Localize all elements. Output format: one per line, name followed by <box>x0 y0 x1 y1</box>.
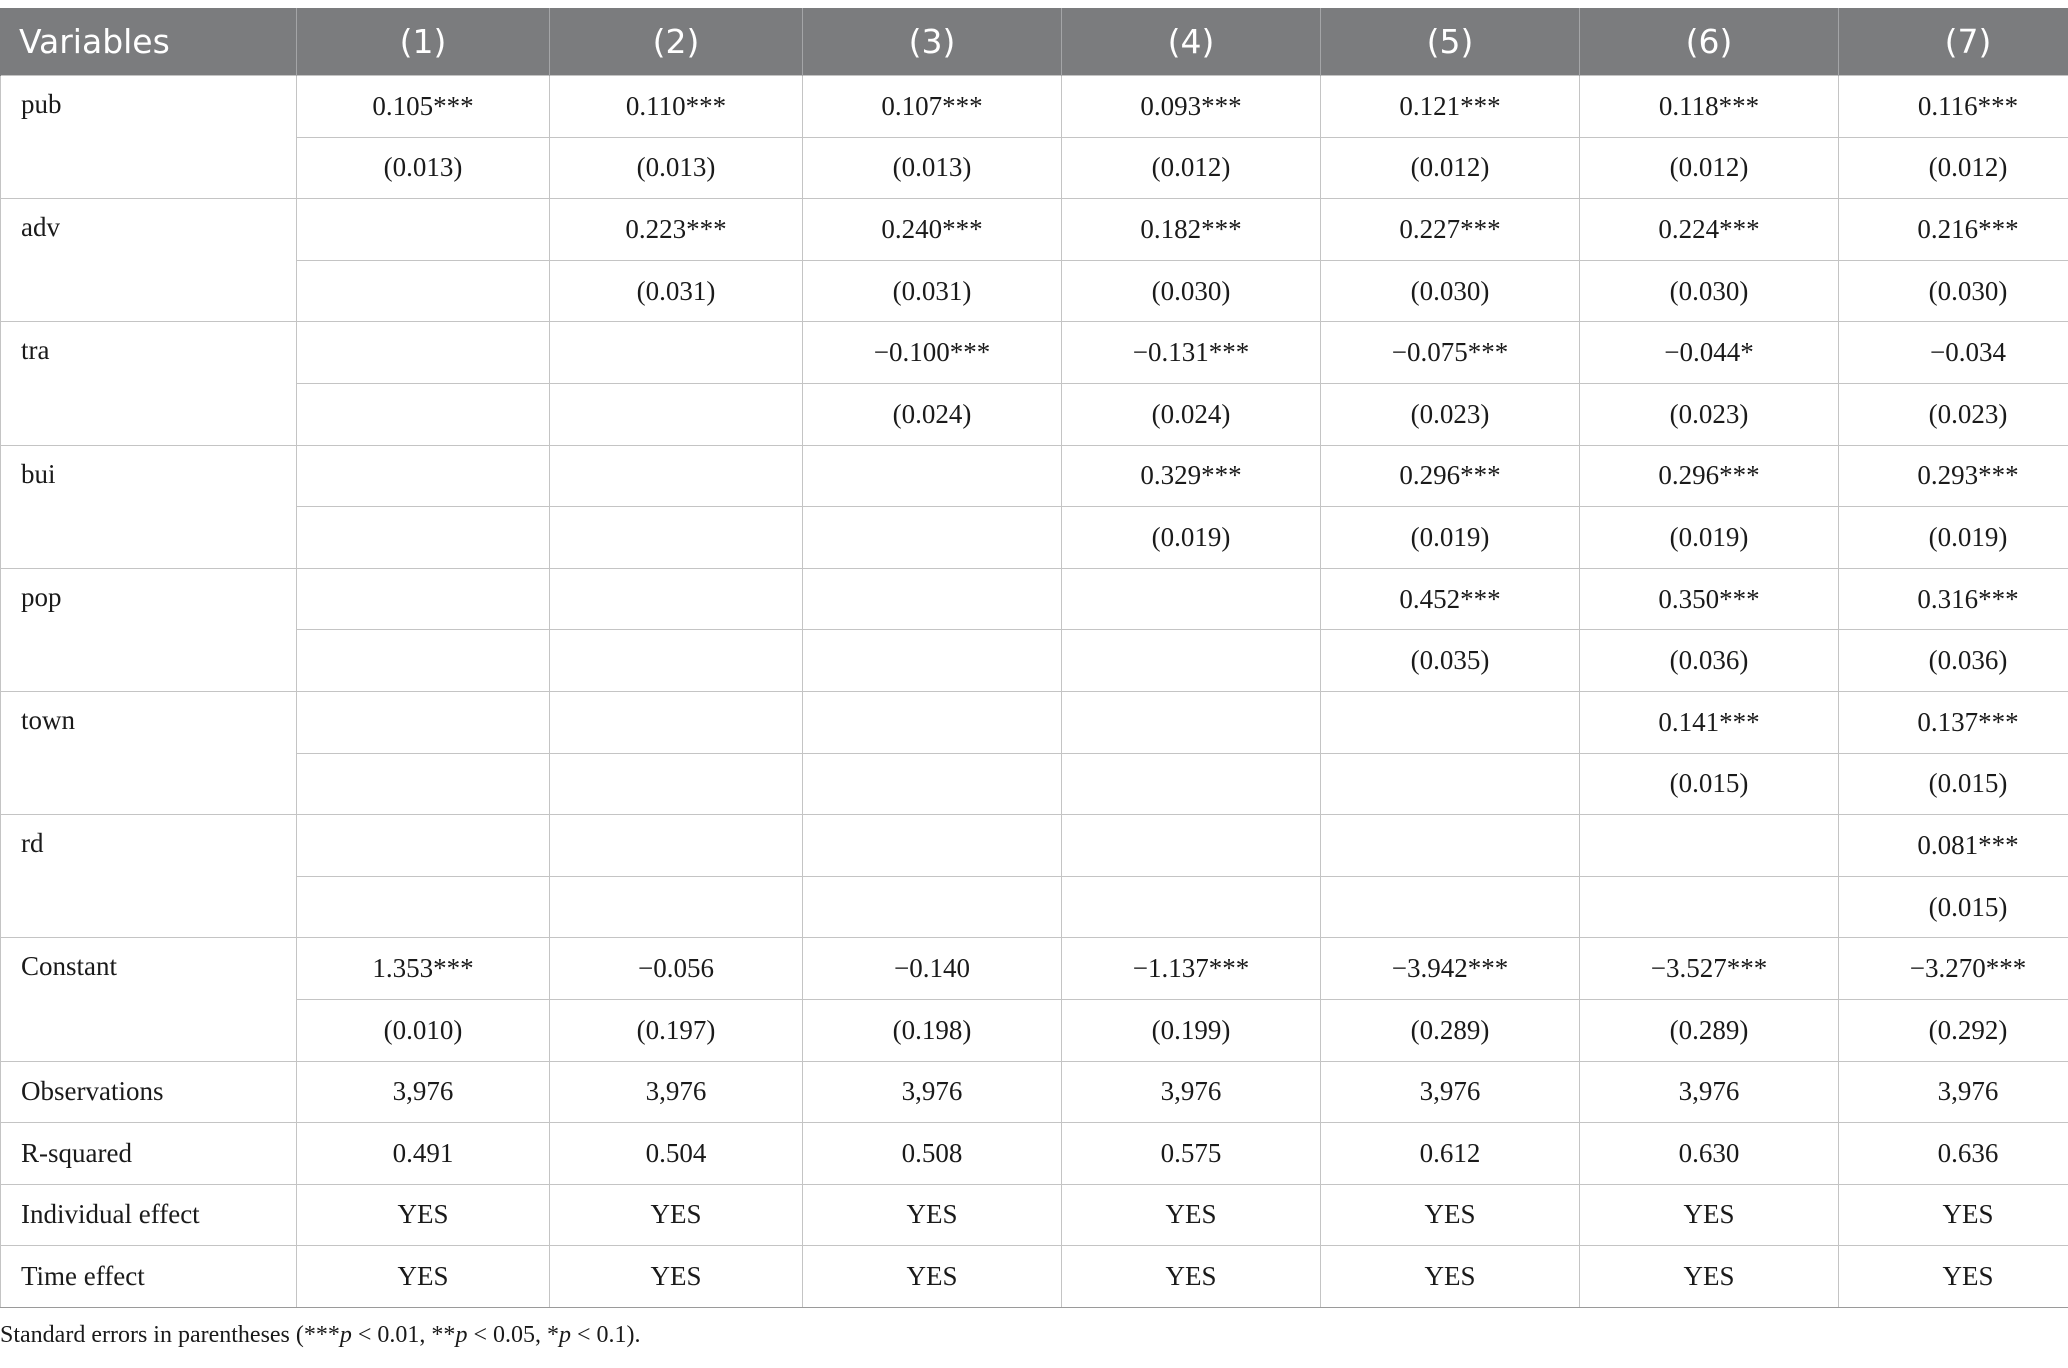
coefficient-cell <box>550 568 803 630</box>
standard-error-cell: (0.036) <box>1580 630 1839 692</box>
coefficient-cell: 0.223*** <box>550 199 803 261</box>
variable-name-cell: bui <box>1 445 297 568</box>
coefficient-cell: 0.350*** <box>1580 568 1839 630</box>
coefficient-cell: 0.107*** <box>803 76 1062 138</box>
model-column-header: (1) <box>297 8 550 76</box>
standard-error-row <box>1 383 2068 445</box>
variable-name-cell: Constant <box>1 938 297 1061</box>
statistic-value-cell: YES <box>297 1246 550 1308</box>
standard-error-cell: (0.024) <box>803 383 1062 445</box>
standard-error-cell: (0.023) <box>1839 383 2068 445</box>
coefficient-cell: −3.527*** <box>1580 938 1839 1000</box>
statistics-row <box>1 1061 2068 1123</box>
statistic-value-cell: YES <box>1580 1184 1839 1246</box>
standard-error-row <box>1 999 2068 1061</box>
standard-error-cell <box>550 507 803 569</box>
statistics-row <box>1 1123 2068 1185</box>
statistic-value-cell: 0.630 <box>1580 1123 1839 1185</box>
coefficient-cell: −0.075*** <box>1321 322 1580 384</box>
standard-error-cell: (0.012) <box>1580 137 1839 199</box>
standard-error-cell <box>550 876 803 938</box>
standard-error-cell <box>550 383 803 445</box>
standard-error-cell: (0.012) <box>1839 137 2068 199</box>
standard-error-cell: (0.289) <box>1321 999 1580 1061</box>
standard-error-cell: (0.023) <box>1580 383 1839 445</box>
coefficient-row <box>1 938 2068 1000</box>
coefficient-cell: −0.034 <box>1839 322 2068 384</box>
standard-error-cell: (0.012) <box>1062 137 1321 199</box>
standard-error-cell <box>803 507 1062 569</box>
coefficient-cell: 0.293*** <box>1839 445 2068 507</box>
coefficient-cell: 0.081*** <box>1839 815 2068 877</box>
standard-error-cell <box>1321 753 1580 815</box>
standard-error-cell <box>297 753 550 815</box>
coefficient-cell <box>1062 815 1321 877</box>
coefficient-cell: −0.056 <box>550 938 803 1000</box>
statistic-value-cell: 3,976 <box>1580 1061 1839 1123</box>
coefficient-cell: 0.329*** <box>1062 445 1321 507</box>
standard-error-cell: (0.199) <box>1062 999 1321 1061</box>
standard-error-cell <box>550 630 803 692</box>
standard-error-cell <box>803 630 1062 692</box>
coefficient-row <box>1 445 2068 507</box>
standard-error-cell: (0.197) <box>550 999 803 1061</box>
coefficient-cell <box>297 322 550 384</box>
statistic-value-cell: YES <box>550 1246 803 1308</box>
standard-error-row <box>1 507 2068 569</box>
standard-error-cell: (0.289) <box>1580 999 1839 1061</box>
statistic-name-cell: Time effect <box>1 1246 297 1308</box>
statistic-value-cell: 3,976 <box>297 1061 550 1123</box>
standard-error-cell: (0.031) <box>803 260 1062 322</box>
coefficient-cell: 0.452*** <box>1321 568 1580 630</box>
model-column-header: (6) <box>1580 8 1839 76</box>
variable-name-cell: adv <box>1 199 297 322</box>
standard-error-cell: (0.198) <box>803 999 1062 1061</box>
coefficient-cell: 0.296*** <box>1580 445 1839 507</box>
standard-error-cell: (0.013) <box>803 137 1062 199</box>
statistic-value-cell: 0.575 <box>1062 1123 1321 1185</box>
coefficient-cell <box>1580 815 1839 877</box>
standard-error-cell <box>1321 876 1580 938</box>
standard-error-cell: (0.015) <box>1839 753 2068 815</box>
coefficient-cell: 0.137*** <box>1839 691 2068 753</box>
model-column-header: (4) <box>1062 8 1321 76</box>
standard-error-cell: (0.036) <box>1839 630 2068 692</box>
header-row <box>1 8 2068 76</box>
coefficient-cell <box>297 815 550 877</box>
standard-error-row <box>1 137 2068 199</box>
coefficient-cell <box>550 691 803 753</box>
coefficient-cell <box>1321 815 1580 877</box>
statistics-row <box>1 1184 2068 1246</box>
standard-error-cell: (0.030) <box>1580 260 1839 322</box>
standard-error-cell <box>1580 876 1839 938</box>
standard-error-cell <box>803 876 1062 938</box>
standard-error-row <box>1 260 2068 322</box>
standard-error-cell: (0.013) <box>550 137 803 199</box>
coefficient-cell: 0.316*** <box>1839 568 2068 630</box>
note-prefix: Standard errors in parentheses (*** <box>0 1322 340 1348</box>
coefficient-cell: 0.118*** <box>1580 76 1839 138</box>
coefficient-cell: 0.227*** <box>1321 199 1580 261</box>
variable-name-cell: pop <box>1 568 297 691</box>
standard-error-cell <box>297 630 550 692</box>
coefficient-cell: −0.100*** <box>803 322 1062 384</box>
coefficient-cell <box>1062 568 1321 630</box>
coefficient-row <box>1 199 2068 261</box>
statistic-value-cell: 0.636 <box>1839 1123 2068 1185</box>
coefficient-cell: −0.140 <box>803 938 1062 1000</box>
coefficient-cell: 0.093*** <box>1062 76 1321 138</box>
statistic-value-cell: 3,976 <box>1321 1061 1580 1123</box>
standard-error-cell: (0.019) <box>1580 507 1839 569</box>
standard-error-row <box>1 753 2068 815</box>
statistic-value-cell: 0.504 <box>550 1123 803 1185</box>
coefficient-cell: −3.942*** <box>1321 938 1580 1000</box>
standard-error-cell <box>297 507 550 569</box>
coefficient-cell <box>297 199 550 261</box>
note-threshold-2: < 0.05, * <box>467 1322 559 1348</box>
standard-error-cell <box>803 753 1062 815</box>
model-column-header: (2) <box>550 8 803 76</box>
standard-error-cell <box>1062 630 1321 692</box>
standard-error-cell: (0.035) <box>1321 630 1580 692</box>
coefficient-cell: −0.131*** <box>1062 322 1321 384</box>
coefficient-cell <box>297 568 550 630</box>
standard-error-cell: (0.019) <box>1839 507 2068 569</box>
standard-error-cell <box>297 260 550 322</box>
coefficient-cell <box>297 691 550 753</box>
standard-error-cell: (0.019) <box>1062 507 1321 569</box>
table-body <box>1 76 2068 1308</box>
statistic-value-cell: YES <box>803 1246 1062 1308</box>
statistic-value-cell: YES <box>297 1184 550 1246</box>
coefficient-cell: 0.224*** <box>1580 199 1839 261</box>
statistic-value-cell: 3,976 <box>1839 1061 2068 1123</box>
regression-table <box>0 8 2068 1308</box>
coefficient-row <box>1 691 2068 753</box>
note-p-symbol: p <box>558 1322 571 1348</box>
standard-error-cell <box>297 876 550 938</box>
standard-error-cell: (0.292) <box>1839 999 2068 1061</box>
statistic-name-cell: Individual effect <box>1 1184 297 1246</box>
statistic-value-cell: YES <box>803 1184 1062 1246</box>
statistics-row <box>1 1246 2068 1308</box>
coefficient-cell <box>550 815 803 877</box>
statistic-value-cell: 3,976 <box>803 1061 1062 1123</box>
coefficient-cell: 0.116*** <box>1839 76 2068 138</box>
statistic-value-cell: 3,976 <box>550 1061 803 1123</box>
statistic-value-cell: YES <box>1062 1246 1321 1308</box>
standard-error-cell <box>1062 753 1321 815</box>
statistic-value-cell: YES <box>550 1184 803 1246</box>
variable-name-cell: tra <box>1 322 297 445</box>
coefficient-cell <box>803 568 1062 630</box>
coefficient-cell <box>803 445 1062 507</box>
standard-error-cell <box>297 383 550 445</box>
note-p-symbol: p <box>339 1322 352 1348</box>
statistic-value-cell: YES <box>1580 1246 1839 1308</box>
statistic-value-cell: YES <box>1062 1184 1321 1246</box>
variables-column-header: Variables <box>1 8 297 76</box>
standard-error-cell: (0.015) <box>1580 753 1839 815</box>
variable-name-cell: pub <box>1 76 297 199</box>
statistic-value-cell: YES <box>1321 1246 1580 1308</box>
variable-name-cell: town <box>1 691 297 814</box>
coefficient-cell: 1.353*** <box>297 938 550 1000</box>
standard-error-cell: (0.030) <box>1839 260 2068 322</box>
statistic-value-cell: 3,976 <box>1062 1061 1321 1123</box>
standard-error-cell: (0.023) <box>1321 383 1580 445</box>
standard-error-cell: (0.030) <box>1321 260 1580 322</box>
statistic-value-cell: 0.612 <box>1321 1123 1580 1185</box>
statistic-value-cell: 0.491 <box>297 1123 550 1185</box>
statistic-value-cell: YES <box>1839 1246 2068 1308</box>
coefficient-cell <box>1321 691 1580 753</box>
coefficient-cell <box>803 815 1062 877</box>
coefficient-cell: 0.110*** <box>550 76 803 138</box>
standard-error-cell <box>550 753 803 815</box>
coefficient-cell: 0.182*** <box>1062 199 1321 261</box>
statistic-value-cell: 0.508 <box>803 1123 1062 1185</box>
standard-error-cell: (0.024) <box>1062 383 1321 445</box>
standard-error-cell <box>1062 876 1321 938</box>
coefficient-cell <box>550 445 803 507</box>
standard-error-cell: (0.015) <box>1839 876 2068 938</box>
standard-error-cell: (0.031) <box>550 260 803 322</box>
note-suffix: < 0.1). <box>570 1322 641 1348</box>
statistic-value-cell: YES <box>1839 1184 2068 1246</box>
coefficient-cell: −0.044* <box>1580 322 1839 384</box>
coefficient-cell: 0.105*** <box>297 76 550 138</box>
statistic-name-cell: R-squared <box>1 1123 297 1185</box>
note-p-symbol: p <box>455 1322 468 1348</box>
coefficient-row <box>1 322 2068 384</box>
standard-error-cell: (0.013) <box>297 137 550 199</box>
standard-error-row <box>1 630 2068 692</box>
standard-error-cell: (0.012) <box>1321 137 1580 199</box>
table-header <box>1 8 2068 76</box>
statistic-name-cell: Observations <box>1 1061 297 1123</box>
standard-error-row <box>1 876 2068 938</box>
standard-error-cell: (0.010) <box>297 999 550 1061</box>
note-threshold-1: < 0.01, ** <box>351 1322 456 1348</box>
standard-error-cell: (0.019) <box>1321 507 1580 569</box>
coefficient-row <box>1 568 2068 630</box>
model-column-header: (3) <box>803 8 1062 76</box>
coefficient-cell <box>297 445 550 507</box>
variable-name-cell: rd <box>1 815 297 938</box>
coefficient-cell <box>803 691 1062 753</box>
coefficient-cell: 0.216*** <box>1839 199 2068 261</box>
coefficient-cell: 0.296*** <box>1321 445 1580 507</box>
model-column-header: (5) <box>1321 8 1580 76</box>
statistic-value-cell: YES <box>1321 1184 1580 1246</box>
standard-error-cell: (0.030) <box>1062 260 1321 322</box>
coefficient-cell: −1.137*** <box>1062 938 1321 1000</box>
coefficient-cell: 0.240*** <box>803 199 1062 261</box>
coefficient-cell <box>1062 691 1321 753</box>
coefficient-cell <box>550 322 803 384</box>
coefficient-cell: 0.121*** <box>1321 76 1580 138</box>
model-column-header: (7) <box>1839 8 2068 76</box>
coefficient-cell: 0.141*** <box>1580 691 1839 753</box>
coefficient-row <box>1 76 2068 138</box>
coefficient-row <box>1 815 2068 877</box>
coefficient-cell: −3.270*** <box>1839 938 2068 1000</box>
table-footnote <box>0 1322 641 1349</box>
